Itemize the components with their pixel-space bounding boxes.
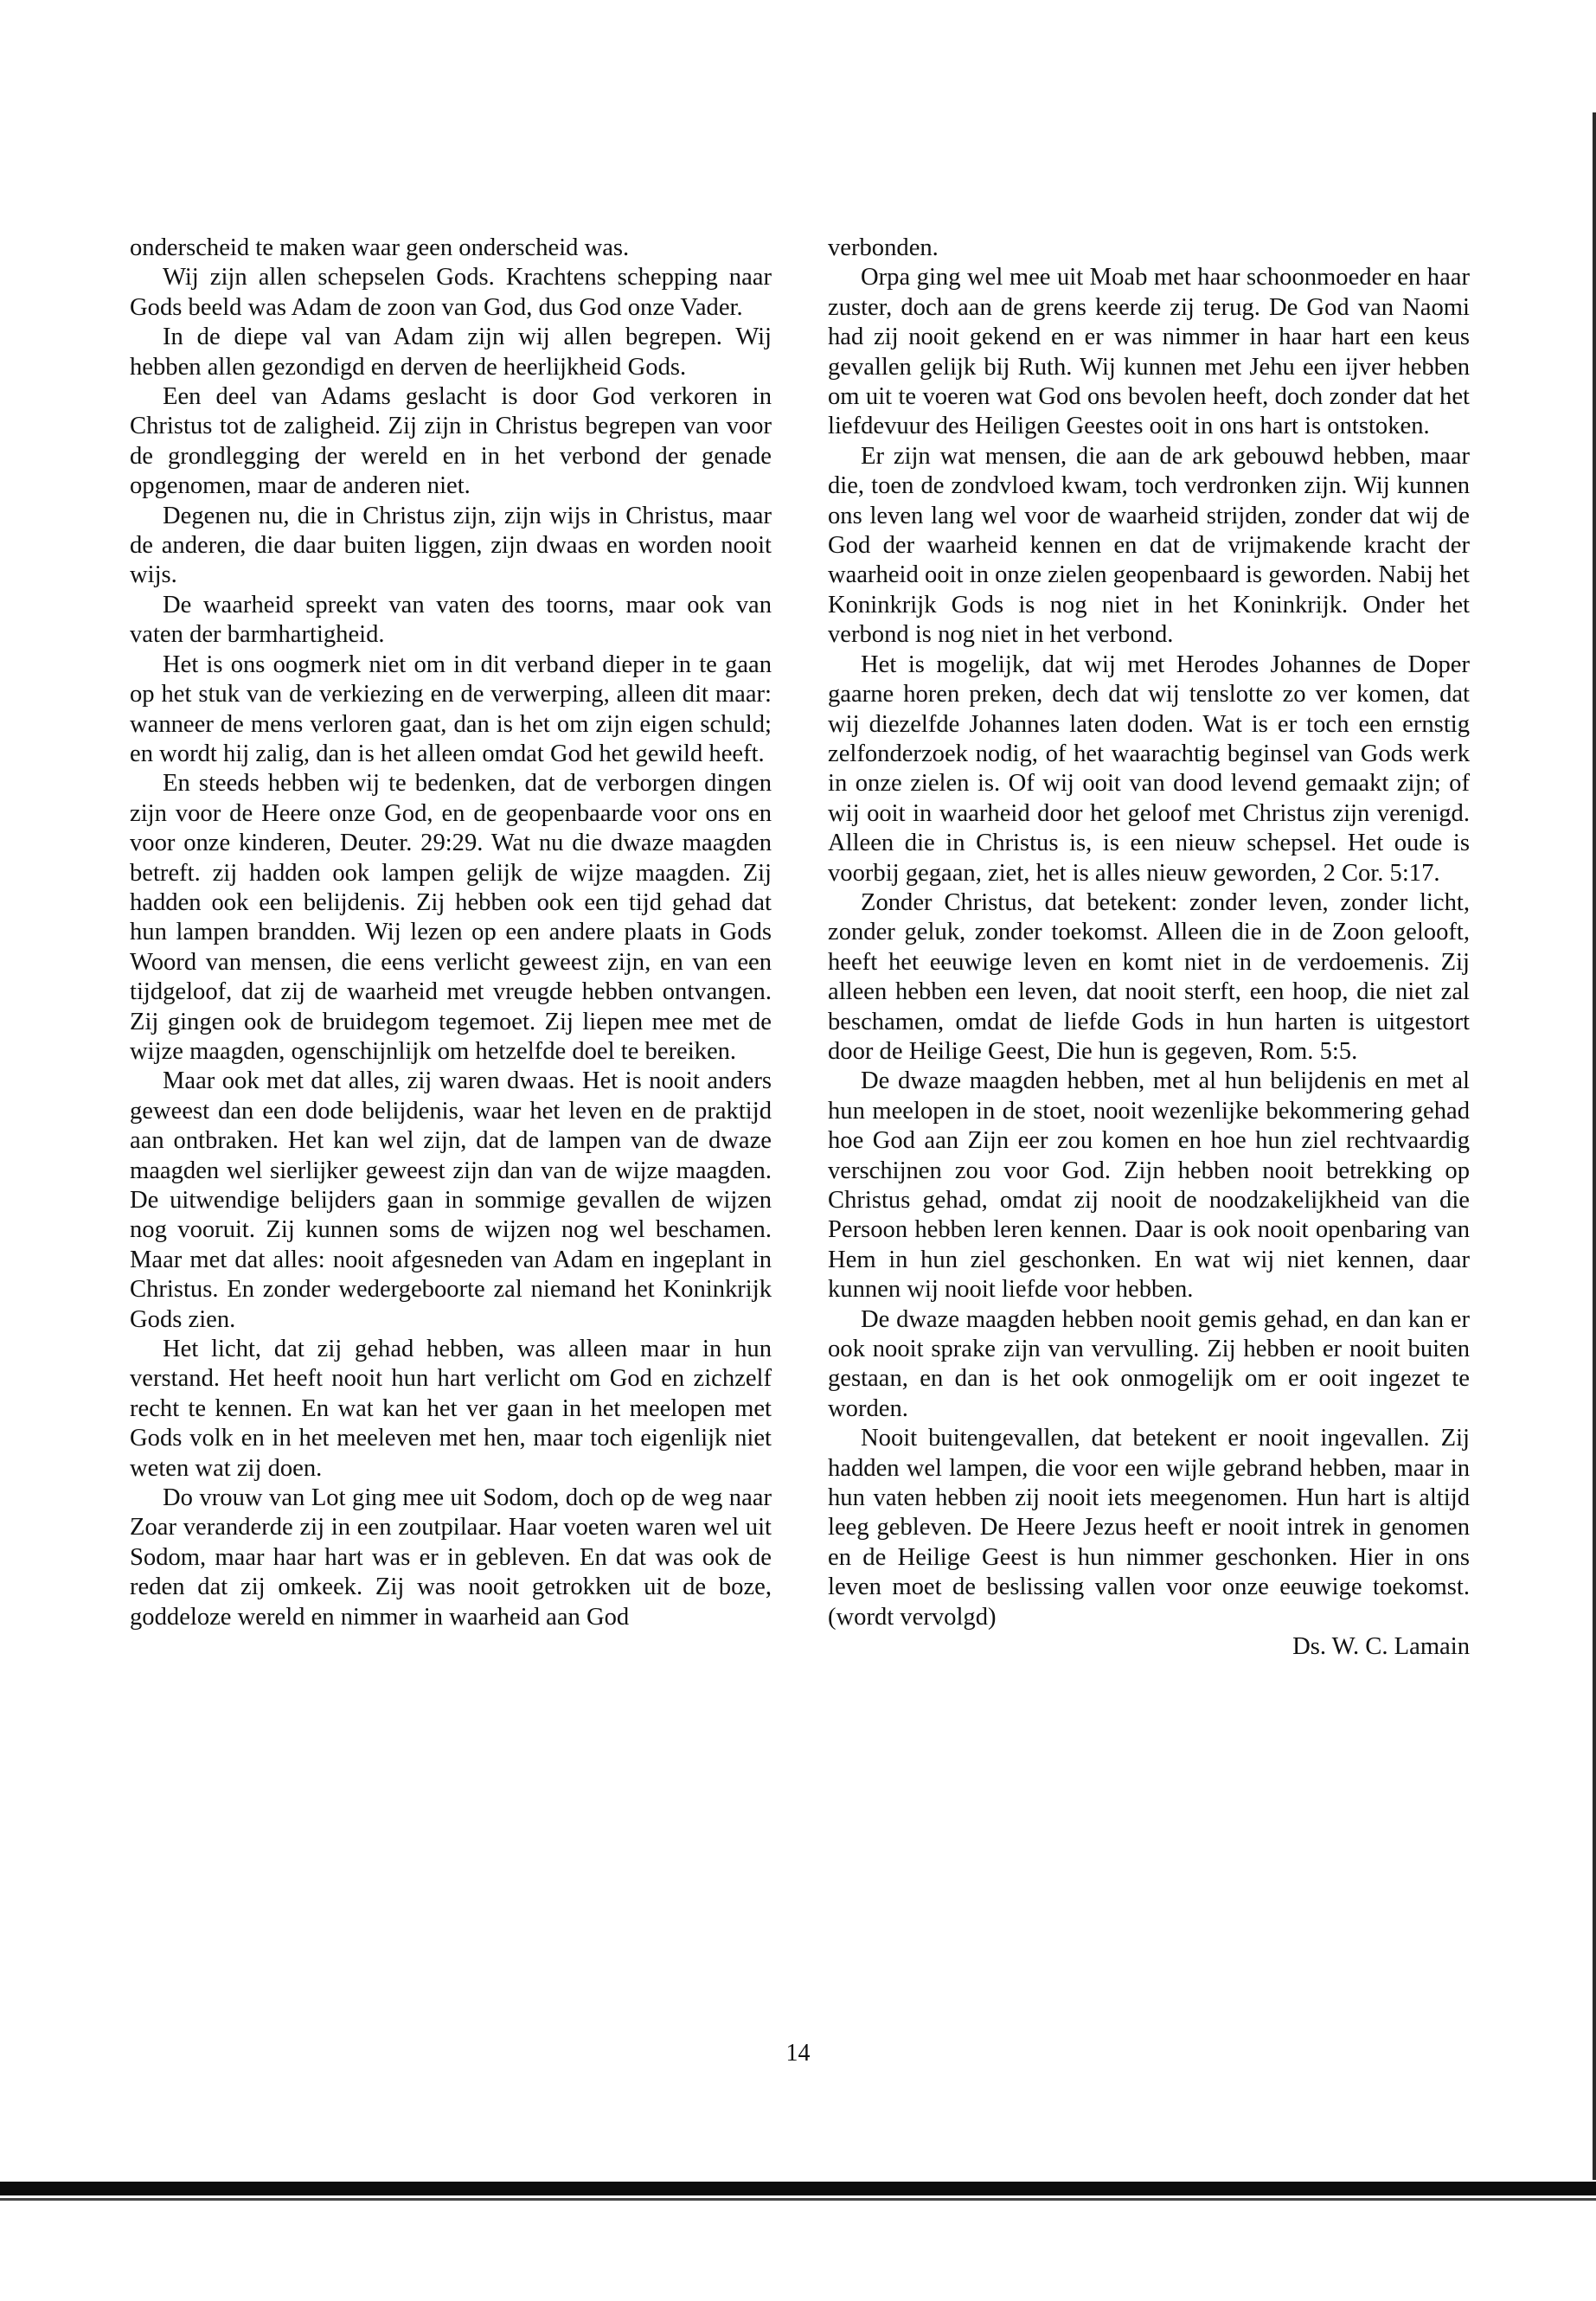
paragraph: De waarheid spreekt van vaten des toorns, maar ook van vaten der barmhartigheid.	[130, 591, 772, 649]
paragraph: Degenen nu, die in Christus zijn, zijn wijs in Christus, maar de anderen, die daar buiten liggen, zijn dwaas en worden nooit wijs.	[130, 502, 772, 589]
paragraph: Het is mogelijk, dat wij met Herodes Johannes de Doper gaarne horen preken, dech dat wij tenslotte zo ver komen, dat wij diezelfde Johannes laten doden. Wat is er toch een ernstig zelfonderzoek nodig, of het waarachtig beginsel van Gods werk in onze zielen is. Of wij ooit van dood levend gemaakt zijn; of wij ooit in waarheid door het geloof met Christus zijn verenigd. Alleen die in Christus is, is een nieuw schepsel. Het oude is voorbij gegaan, ziet, het is alles nieuw geworden, 2 Cor. 5:17.	[828, 651, 1470, 887]
scan-bottom-border-thin	[0, 2198, 1596, 2201]
paragraph: Het licht, dat zij gehad hebben, was alleen maar in hun verstand. Het heeft nooit hun hart verlicht om God en zichzelf recht te kennen. En wat kan het ver gaan in het meelopen met Gods volk en in het meeleven met hen, maar toch eigenlijk niet weten wat zij doen.	[130, 1336, 772, 1482]
scan-bottom-border	[0, 2182, 1596, 2195]
paragraph: Maar ook met dat alles, zij waren dwaas. Het is nooit anders geweest dan een dode belijdenis, waar het leven en de praktijd aan ontbraken. Het kan wel zijn, dat de lampen van de dwaze maagden wel sierlijker geweest zijn dan van de wijze maagden. De uitwendige belijders gaan in sommige gevallen de wijzen nog vooruit. Zij kunnen soms de wijzen nog wel beschamen. Maar met dat alles: nooit afgesneden van Adam en ingeplant in Christus. En zonder wedergeboorte zal niemand het Koninkrijk Gods zien.	[130, 1067, 772, 1333]
paragraph: Do vrouw van Lot ging mee uit Sodom, doch op de weg naar Zoar veranderde zij in een zoutpilaar. Haar voeten waren wel uit Sodom, maar haar hart was er in gebleven. En dat was ook de reden dat zij omkeek. Zij was nooit getrokken uit de boze, goddeloze wereld en nimmer in waarheid aan God	[130, 1484, 772, 1631]
left-column	[130, 234, 772, 1632]
paragraph: Zonder Christus, dat betekent: zonder leven, zonder licht, zonder geluk, zonder toekomst. Alleen die in de Zoon gelooft, heeft het eeuwige leven en komt niet in de verdoemenis. Zij alleen hebben een leven, dat nooit sterft, een hoop, die niet zal beschamen, omdat de liefde Gods in hun harten is uitgestort door de Heilige Geest, Die hun is gegeven, Rom. 5:5.	[828, 888, 1470, 1065]
paragraph: Een deel van Adams geslacht is door God verkoren in Christus tot de zaligheid. Zij zijn in Christus begrepen van voor de grondlegging der wereld en in het verbond der genade opgenomen, maar de anderen niet.	[130, 383, 772, 500]
paragraph: Het is ons oogmerk niet om in dit verband dieper in te gaan op het stuk van de verkiezing en de verwerping, alleen dit maar: wanneer de mens verloren gaat, dan is het om zijn eigen schuld; en wordt hij zalig, dan is het alleen omdat God het gewild heeft.	[130, 651, 772, 767]
paragraph: Orpa ging wel mee uit Moab met haar schoonmoeder en haar zuster, doch aan de grens keerde zij terug. De God van Naomi had zij nooit gekend en er was nimmer in haar hart een keus gevallen gelijk bij Ruth. Wij kunnen met Jehu een ijver hebben om uit te voeren wat God ons bevolen heeft, doch zonder dat het liefdevuur des Heiligen Geestes ooit in ons hart is ontstoken.	[828, 264, 1470, 440]
paragraph: onderscheid te maken waar geen onderscheid was.	[130, 234, 630, 261]
page-edge	[1593, 112, 1596, 2180]
paragraph: verbonden.	[828, 234, 939, 261]
paragraph: Er zijn wat mensen, die aan de ark gebouwd hebben, maar die, toen de zondvloed kwam, toch verdronken zijn. Wij kunnen ons leven lang wel voor de waarheid strijden, zonder dat wij de God der waarheid kennen en dat de vrijmakende kracht der waarheid ooit in onze zielen geopenbaard is geworden. Nabij het Koninkrijk Gods is nog niet in het Koninkrijk. Onder het verbond is nog niet in het verbond.	[828, 442, 1470, 649]
right-column	[828, 234, 1470, 1663]
paragraph: In de diepe val van Adam zijn wij allen begrepen. Wij hebben allen gezondigd en derven de heerlijkheid Gods.	[130, 324, 772, 381]
scan-margin-top	[0, 0, 1596, 111]
author-signature: Ds. W. C. Lamain	[1292, 1633, 1470, 1661]
paragraph: Nooit buitengevallen, dat betekent er nooit ingevallen. Zij hadden wel lampen, die voor een wijle gebrand hebben, maar in hun vaten hebben zij nooit iets meegenomen. Hun hart is altijd leeg gebleven. De Heere Jezus heeft er nooit intrek in genomen en de Heilige Geest is hun nimmer geschonken. Hier in ons leven moet de beslissing vallen voor onze eeuwige toekomst. (wordt vervolgd)	[828, 1425, 1470, 1631]
paragraph: De dwaze maagden hebben nooit gemis gehad, en dan kan er ook nooit sprake zijn van vervulling. Zij hebben er nooit buiten gestaan, en dan is het ook onmogelijk om er ooit ingezet te worden.	[828, 1305, 1470, 1422]
paragraph: Wij zijn allen schepselen Gods. Krachtens schepping naar Gods beeld was Adam de zoon van God, dus God onze Vader.	[130, 264, 772, 321]
paragraph: De dwaze maagden hebben, met al hun belijdenis en met al hun meelopen in de stoet, nooit wezenlijke bekommering gehad hoe God aan Zijn eer zou komen en hoe hun ziel rechtvaardig verschijnen zou voor God. Zijn hebben nooit betrekking op Christus gehad, omdat zij nooit de noodzakelijkheid van die Persoon hebben leren kennen. Daar is ook nooit openbaring van Hem in hun ziel geschonken. En wat wij niet kennen, daar kunnen wij nooit liefde voor hebben.	[828, 1067, 1470, 1304]
paragraph: En steeds hebben wij te bedenken, dat de verborgen dingen zijn voor de Heere onze God, en de geopenbaarde voor ons en voor onze kinderen, Deuter. 29:29. Wat nu die dwaze maagden betreft. zij hadden ook lampen gelijk de wijze maagden. Zij hadden ook een belijdenis. Zij hebben ook een tijd gehad dat hun lampen brandden. Wij lezen op een andere plaats in Gods Woord van mensen, die eens verlicht geweest zijn, en van een tijdgeloof, dat zij de waarheid met vreugde hebben ontvangen. Zij gingen ook de bruidegom tegemoet. Zij liepen mee met de wijze maagden, ogenschijnlijk om hetzelfde doel te bereiken.	[130, 770, 772, 1065]
page-number: 14	[785, 2040, 811, 2067]
